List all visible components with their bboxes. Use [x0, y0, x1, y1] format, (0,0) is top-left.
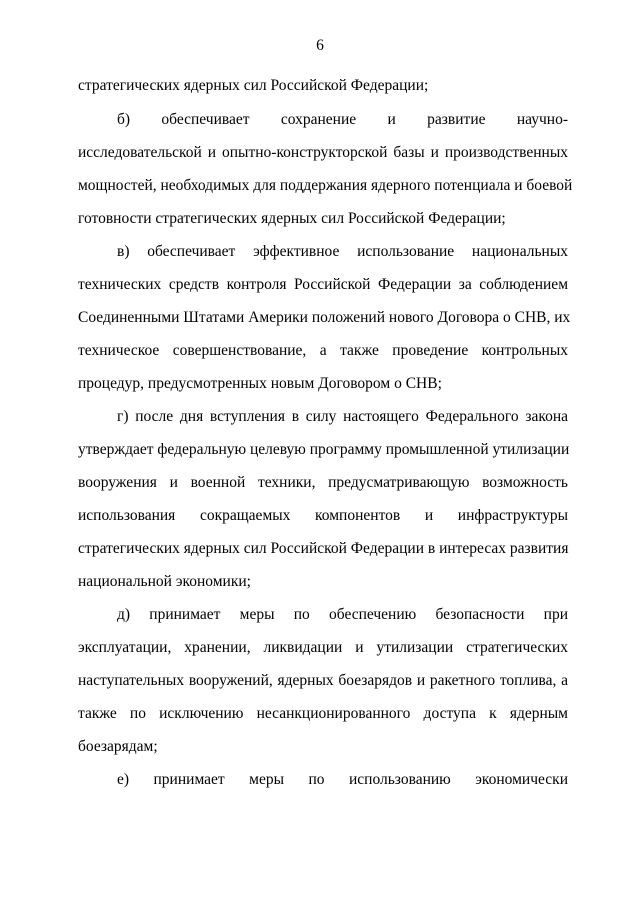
text-line: стратегических ядерных сил Российской Федерации в интересах развития — [78, 540, 569, 557]
text-line: национальной экономики; — [78, 573, 251, 590]
text-line: техническое совершенствование, а также проведение контрольных — [78, 342, 568, 359]
text-line: вооружения и военной техники, предусматривающую возможность — [78, 474, 568, 491]
text-line: также по исключению несанкционированного доступа к ядерным — [78, 705, 568, 722]
text-line: г) после дня вступления в силу настоящего Федерального закона — [117, 408, 568, 425]
text-line: стратегических ядерных сил Российской Федерации; — [78, 77, 429, 94]
text-line: готовности стратегических ядерных сил Российской Федерации; — [78, 210, 506, 227]
text-line: е) принимает меры по использованию экономически — [117, 771, 568, 788]
text-line: д) принимает меры по обеспечению безопасности при — [117, 606, 568, 623]
text-line: утверждает федеральную целевую программу промышленной утилизации — [78, 441, 570, 458]
text-line: наступательных вооружений, ядерных боезарядов и ракетного топлива, а — [78, 672, 568, 689]
text-line: процедур, предусмотренных новым Договором о СНВ; — [78, 375, 442, 392]
text-line: боезарядам; — [78, 738, 158, 755]
text-line: в) обеспечивает эффективное использование национальных — [117, 243, 568, 260]
text-line: технических средств контроля Российской Федерации за соблюдением — [78, 276, 568, 293]
page-number: 6 — [316, 37, 324, 54]
text-line: эксплуатации, хранении, ликвидации и утилизации стратегических — [78, 639, 568, 656]
text-line: б) обеспечивает сохранение и развитие научно- — [117, 111, 568, 128]
text-line: Соединенными Штатами Америки положений нового Договора о СНВ, их — [78, 309, 571, 326]
text-line: мощностей, необходимых для поддержания ядерного потенциала и боевой — [78, 177, 573, 194]
text-line: использования сокращаемых компонентов и инфраструктуры — [78, 507, 568, 524]
text-line: исследовательской и опытно-конструкторской базы и производственных — [78, 144, 568, 161]
